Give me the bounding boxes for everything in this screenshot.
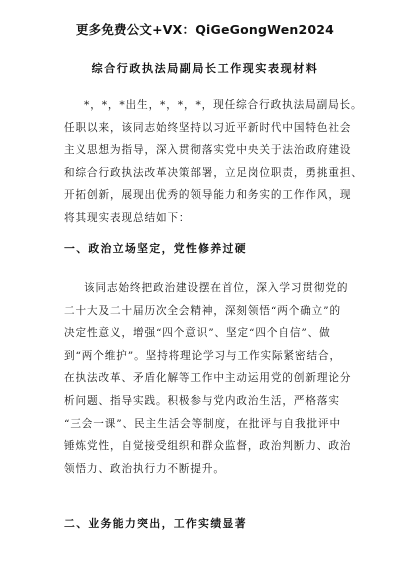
paragraph-line: 开拓创新，展现出优秀的领导能力和务实的工作作风，现	[64, 189, 352, 202]
paragraph-line: 主义思想为指导，深入贯彻落实党中央关于法治政府建设	[64, 144, 352, 157]
paragraph-line: “三会一课”、民主生活会等制度，在批评与自我批评中	[64, 417, 341, 430]
paragraph-line: 任职以来，该同志始终坚持以习近平新时代中国特色社会	[64, 121, 352, 134]
paragraph-line: 在执法改革、矛盾化解等工作中主动运用党的创新理论分	[64, 372, 352, 385]
section-paragraph	[64, 277, 364, 480]
paragraph-line: 领悟力、政治执行力不断提升。	[64, 462, 225, 475]
paragraph-line: 锤炼党性，自觉接受组织和群众监督，政治判断力、政治	[64, 440, 352, 453]
paragraph-line: 和综合行政执法改革决策部署，立足岗位职责，勇挑重担、	[64, 166, 363, 179]
paragraph-line: 析问题、指导实践。积极参与党内政治生活，严格落实	[64, 394, 340, 407]
paragraph-line: 决定性意义，增强“四个意识”、坚定“四个自信”、做	[64, 327, 331, 340]
document-title: 综合行政执法局副局长工作现实表现材料	[91, 62, 319, 75]
paragraph-line: 该同志始终把政治建设摆在首位，深入学习贯彻党的	[84, 282, 349, 294]
intro-paragraph	[64, 94, 364, 230]
paragraph-line: 将其现实表现总结如下：	[64, 211, 191, 224]
watermark-text: 更多免费公文+VX：QiGeGongWen2024	[75, 22, 335, 37]
section-heading: 二、业务能力突出，工作实绩显著	[64, 517, 247, 530]
paragraph-line: *，*，*出生，*，*，*，现任综合行政执法局副局长。	[84, 99, 363, 111]
section-heading: 一、政治立场坚定，党性修养过硬	[64, 242, 247, 255]
paragraph-line: 二十大及二十届历次全会精神，深刻领悟“两个确立”的	[64, 304, 341, 317]
paragraph-line: 到“两个维护”。坚持将理论学习与工作实际紧密结合，	[64, 349, 341, 362]
